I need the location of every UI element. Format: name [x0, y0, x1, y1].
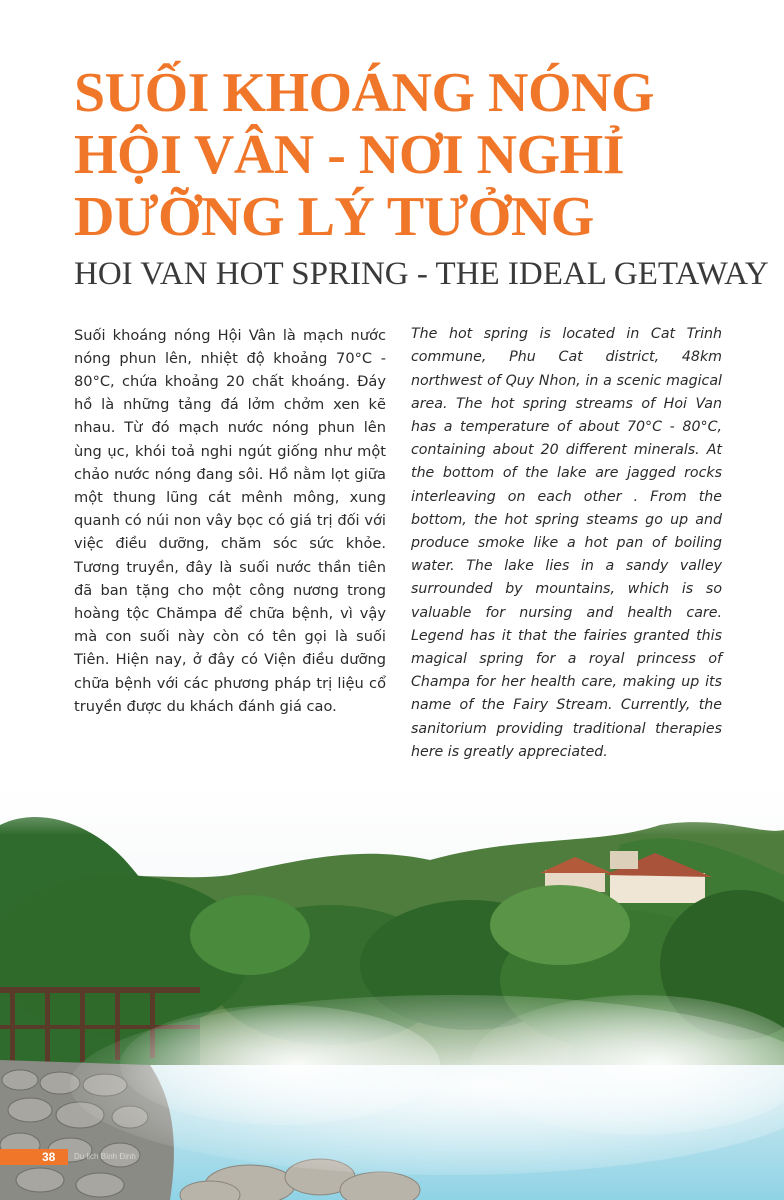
article-title-english: HOI VAN HOT SPRING - THE IDEAL GETAWAY [74, 256, 769, 292]
article-title-vietnamese [74, 62, 734, 248]
body-text-vietnamese: Suối khoáng nóng Hội Vân là mạch nước nóng phun lên, nhiệt độ khoảng 70°C - 80°C, chứa khoảng 20 chất khoáng. Đáy hồ là những tảng đá lởm chởm xen kẽ nhau. Từ đó mạch nước nóng phun lên ùng ục, khói toả nghi ngút giống như một chảo nước nóng đang sôi. Hồ nằm lọt giữa một thung lũng cát mênh mông, xung quanh có núi non vây bọc có giá trị đối với việc điều dưỡng, chăm sóc sức khỏe. Tương truyền, đây là suối nước thần tiên đã ban tặng cho một công nương trong hoàng tộc Chămpa để chữa bệnh, vì vậy mà con suối này còn có tên gọi là suối Tiên. Hiện nay, ở đây có Viện điều dưỡng chữa bệnh với các phương pháp trị liệu cổ truyền được du khách đánh giá cao. [74, 326, 386, 715]
body-text-english: The hot spring is located in Cat Trinh commune, Phu Cat district, 48km northwest of Quy Nhon, in a scenic magical area. The hot spring streams of Hoi Van has a temperature of about 70°C - 80°C, containing about 20 different minerals. At the bottom of the lake are jagged rocks interleaving on each other . From the bottom, the hot spring steams go up and produce smoke like a hot pan of boiling water. The lake lies in a sandy valley surrounded by mountains, which is so valuable for nursing and health care. Legend has it that the fairies granted this magical spring for a royal princess of Champa for her health care, making up its name of the Fairy Stream. Currently, the sanitorium providing traditional therapies here is greatly appreciated. [411, 326, 722, 760]
page-number: 38 [42, 1150, 56, 1164]
title-line: SUỐI KHOÁNG NÓNG [74, 62, 655, 124]
title-line: HỘI VÂN - NƠI NGHỈ [74, 124, 625, 186]
title-line: DƯỠNG LÝ TƯỞNG [74, 186, 594, 248]
footer-caption: Du lịch Bình Định [74, 1152, 136, 1161]
page-number-tab [0, 1149, 68, 1165]
hot-spring-photo [0, 765, 784, 1200]
